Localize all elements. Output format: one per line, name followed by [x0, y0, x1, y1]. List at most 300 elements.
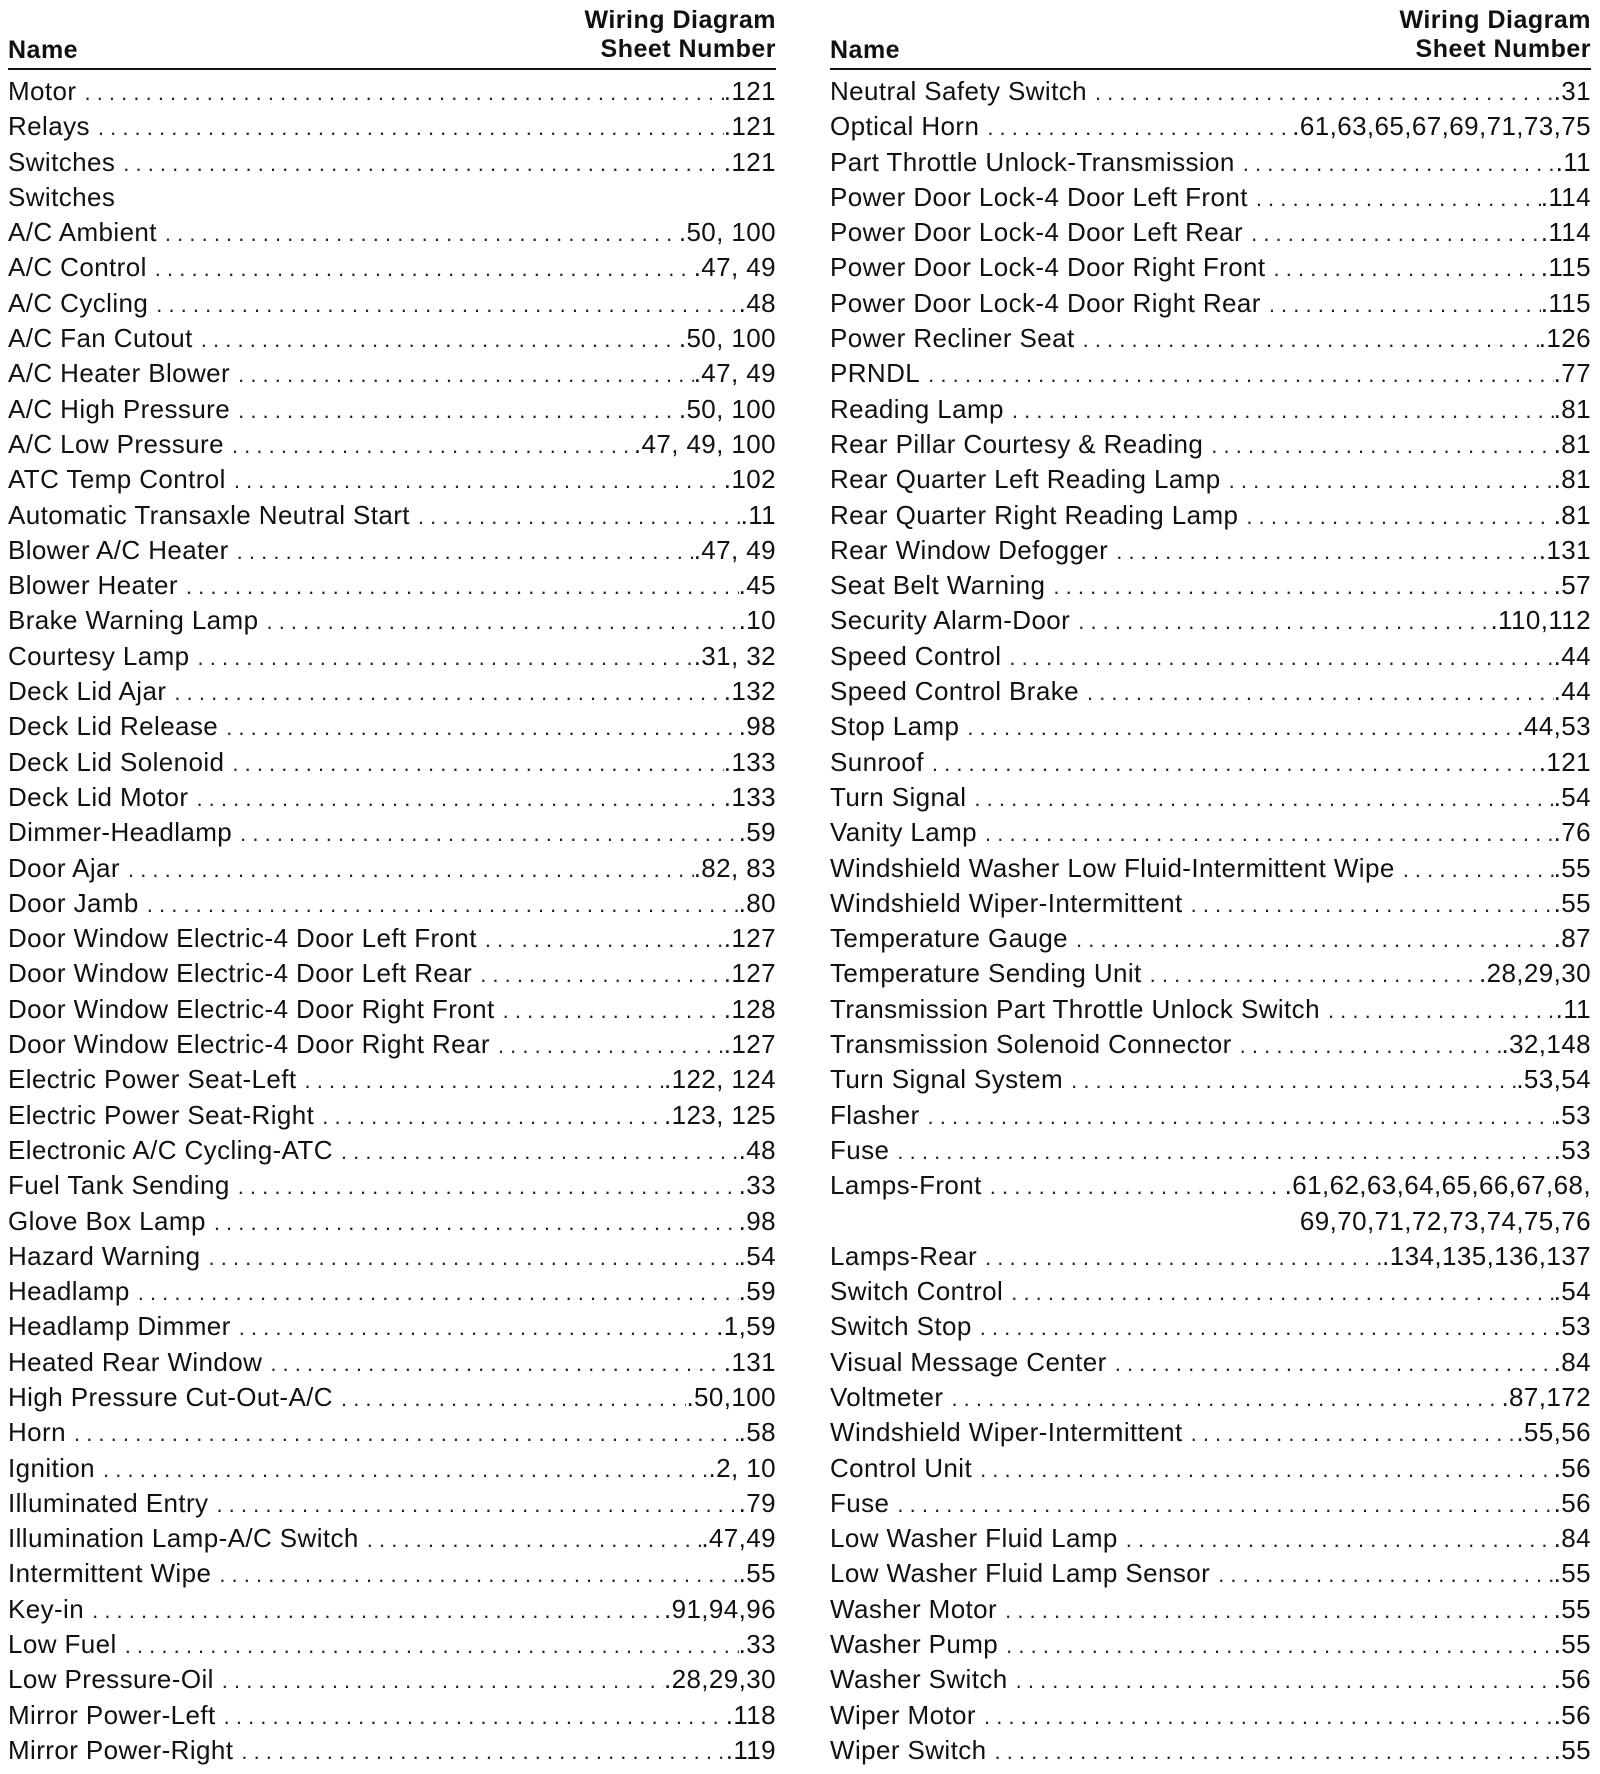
entry-name: Illumination Lamp-A/C Switch [8, 1523, 359, 1554]
dot-leader [198, 640, 694, 675]
entry-name: Low Washer Fluid Lamp Sensor [830, 1558, 1211, 1589]
index-entry [830, 1098, 1591, 1133]
entry-name: Rear Pillar Courtesy & Reading [830, 428, 1204, 459]
entry-name: Transmission Solenoid Connector [830, 1029, 1232, 1060]
index-entry [830, 498, 1591, 533]
entry-sheet-number: .87 [1553, 923, 1591, 954]
index-entry [830, 1698, 1591, 1733]
index-entry [830, 992, 1591, 1027]
index-entry [8, 1204, 776, 1239]
sheet-number-heading [1399, 6, 1591, 64]
entry-name: Electric Power Seat-Right [8, 1099, 315, 1130]
dot-leader [266, 604, 738, 639]
dot-leader [480, 957, 724, 992]
entry-name: Security Alarm-Door [830, 605, 1071, 636]
entry-name: Windshield Wiper-Intermittent [830, 1417, 1183, 1448]
entry-sheet-number: .81 [1553, 393, 1591, 424]
dot-leader [322, 1099, 664, 1134]
index-entry [830, 392, 1591, 427]
index-entry [830, 533, 1591, 568]
entry-name: Deck Lid Release [8, 711, 219, 742]
entry-name: Flasher [830, 1099, 920, 1130]
entry-name: Power Door Lock-4 Door Left Front [830, 181, 1248, 212]
index-entry [830, 1627, 1591, 1662]
index-entry [830, 639, 1591, 674]
index-entry [8, 1521, 776, 1556]
index-entry [8, 603, 776, 638]
dot-leader [1126, 1522, 1554, 1557]
index-entry [8, 1592, 776, 1627]
entry-name: Fuse [830, 1487, 890, 1518]
entry-sheet-number: .133 [723, 746, 776, 777]
entry-sheet-number: .53 [1553, 1311, 1591, 1342]
dot-leader [234, 463, 724, 498]
entry-sheet-number: .61,62,63,64,65,66,67,68, [1284, 1170, 1591, 1201]
entry-sheet-number: .50, 100 [678, 393, 776, 424]
dot-leader [367, 1522, 702, 1557]
entry-sheet-number: .59 [738, 1276, 776, 1307]
dot-leader [186, 569, 739, 604]
entry-name: A/C High Pressure [8, 393, 231, 424]
entry-sheet-number: .127 [723, 958, 776, 989]
name-heading: Name [8, 36, 79, 64]
index-entry [8, 1733, 776, 1768]
entry-sheet-number: .53 [1553, 1134, 1591, 1165]
dot-leader [240, 816, 739, 851]
dot-leader [98, 110, 724, 145]
index-entry [830, 286, 1591, 321]
dot-leader [1211, 428, 1553, 463]
index-entry [830, 1556, 1591, 1591]
entry-name: Fuel Tank Sending [8, 1170, 230, 1201]
entry-sheet-number: .50,100 [686, 1381, 776, 1412]
entry-sheet-number: .131 [723, 1346, 776, 1377]
entry-name: Washer Switch [830, 1664, 1008, 1695]
entry-name: Switches [8, 181, 116, 212]
index-entry [830, 250, 1591, 285]
entry-sheet-number: .48 [738, 1134, 776, 1165]
entry-sheet-number: .55 [1553, 1629, 1591, 1660]
entry-name: Washer Pump [830, 1629, 999, 1660]
index-entry [830, 1309, 1591, 1344]
entry-sheet-number: .31, 32 [693, 640, 776, 671]
entry-name: Wiper Switch [830, 1734, 987, 1765]
entry-sheet-number: .55 [738, 1558, 776, 1589]
dot-leader [196, 781, 723, 816]
dot-leader [232, 428, 634, 463]
dot-leader [1256, 181, 1541, 216]
dot-leader [209, 1240, 739, 1275]
index-entry [8, 1062, 776, 1097]
entry-name: Part Throttle Unlock-Transmission [830, 146, 1235, 177]
entry-name: Stop Lamp [830, 711, 960, 742]
index-entry [830, 74, 1591, 109]
entry-sheet-number: .110,112 [1490, 605, 1591, 636]
entry-sheet-number: .55 [1553, 887, 1591, 918]
dot-leader [138, 1275, 739, 1310]
dot-leader [216, 1487, 738, 1522]
entry-sheet-number: .118 [725, 1699, 776, 1730]
entry-sheet-number: .28,29,30 [1478, 958, 1591, 989]
entry-name: Low Washer Fluid Lamp [830, 1523, 1118, 1554]
entry-sheet-number: .121 [723, 111, 776, 142]
index-entry [830, 603, 1591, 638]
index-entry [830, 180, 1591, 215]
dot-leader [1016, 1663, 1554, 1698]
dot-leader [125, 1628, 739, 1663]
entry-name: Power Door Lock-4 Door Right Front [830, 252, 1266, 283]
entry-sheet-number: .114 [1540, 181, 1591, 212]
index-entry [830, 1345, 1591, 1380]
index-entry [8, 321, 776, 356]
index-entry [8, 356, 776, 391]
dot-leader [1240, 1028, 1502, 1063]
entry-sheet-number: .54 [1553, 781, 1591, 812]
entry-sheet-number: .2, 10 [708, 1452, 776, 1483]
entry-sheet-number: .126 [1538, 323, 1591, 354]
entry-sheet-number: .59 [738, 817, 776, 848]
entry-name: Power Door Lock-4 Door Left Rear [830, 217, 1244, 248]
dot-leader [987, 110, 1292, 145]
entry-sheet-number: .44 [1553, 676, 1591, 707]
dot-leader [1083, 322, 1539, 357]
entry-sheet-number: .28,29,30 [663, 1664, 776, 1695]
index-entry [830, 1027, 1591, 1062]
index-entry [8, 674, 776, 709]
dot-leader [1191, 1416, 1517, 1451]
dot-leader [985, 1240, 1382, 1275]
dot-leader [214, 1205, 739, 1240]
entry-sheet-number: .44 [1553, 640, 1591, 671]
index-entry [8, 780, 776, 815]
entry-name: Deck Lid Solenoid [8, 746, 225, 777]
dot-leader [928, 1099, 1554, 1134]
index-entry [830, 674, 1591, 709]
entry-sheet-number: .121 [723, 76, 776, 106]
entry-name: Horn [8, 1417, 66, 1448]
entry-name: Ignition [8, 1452, 96, 1483]
entry-name: Wiper Motor [830, 1699, 976, 1730]
entry-name: Door Window Electric-4 Door Right Front [8, 993, 495, 1024]
index-entry [8, 533, 776, 568]
dot-leader [498, 1028, 724, 1063]
index-entry [830, 745, 1591, 780]
entry-name: Sunroof [830, 746, 924, 777]
entry-sheet-number: .81 [1553, 499, 1591, 530]
dot-leader [128, 852, 694, 887]
index-entry [8, 109, 776, 144]
entry-sheet-number: .55 [1553, 1593, 1591, 1624]
left-entry-list [8, 70, 776, 1768]
dot-leader [974, 781, 1553, 816]
entry-name: Vanity Lamp [830, 817, 977, 848]
index-entry [8, 1168, 776, 1203]
dot-leader [1078, 604, 1490, 639]
entry-name: Temperature Sending Unit [830, 958, 1142, 989]
entry-name: Dimmer-Headlamp [8, 817, 233, 848]
dot-leader [984, 1699, 1554, 1734]
index-entry [8, 851, 776, 886]
entry-sheet-number: .47, 49 [693, 252, 776, 283]
entry-sheet-number: .133 [723, 781, 776, 812]
entry-sheet-number: .47, 49 [693, 534, 776, 565]
index-entry [8, 1133, 776, 1168]
index-entry [8, 145, 776, 180]
entry-name: Lamps-Rear [830, 1240, 978, 1271]
entry-name: Electronic A/C Cycling-ATC [8, 1134, 333, 1165]
entry-name: Windshield Washer Low Fluid-Intermittent Wipe [830, 852, 1395, 883]
left-column-header [8, 0, 776, 70]
entry-sheet-number: .102 [723, 464, 776, 495]
entry-name: Switch Stop [830, 1311, 972, 1342]
entry-name: Power Recliner Seat [830, 323, 1075, 354]
entry-name: Temperature Gauge [830, 923, 1069, 954]
entry-sheet-number: .119 [725, 1734, 776, 1765]
index-entry [8, 180, 776, 215]
index-entry [830, 709, 1591, 744]
dot-leader [156, 287, 738, 322]
index-entry [8, 1027, 776, 1062]
dot-leader [1087, 675, 1554, 710]
index-entry [8, 639, 776, 674]
dot-leader [1009, 640, 1553, 675]
dot-leader [155, 251, 694, 286]
dot-leader [1243, 146, 1556, 181]
dot-leader [1229, 463, 1554, 498]
left-column [8, 0, 776, 1768]
right-column-header [830, 0, 1591, 70]
entry-sheet-number: .11 [1555, 993, 1591, 1024]
entry-name: Door Window Electric-4 Door Left Front [8, 923, 477, 954]
entry-sheet-number: .50, 100 [678, 323, 776, 354]
index-entry [830, 1486, 1591, 1521]
dot-leader [967, 710, 1516, 745]
entry-name: Washer Motor [830, 1593, 998, 1624]
dot-leader [341, 1381, 686, 1416]
entry-name: A/C Control [8, 252, 147, 283]
dot-leader [74, 1416, 739, 1451]
entry-name: Relays [8, 111, 90, 142]
dot-leader [485, 922, 724, 957]
entry-name: A/C Ambient [8, 217, 157, 248]
dot-leader [897, 1134, 1553, 1169]
entry-name: Headlamp Dimmer [8, 1311, 231, 1342]
entry-name: Low Pressure-Oil [8, 1664, 214, 1695]
entry-name: ATC Temp Control [8, 464, 226, 495]
dot-leader [232, 746, 723, 781]
index-entry [830, 1733, 1591, 1768]
entry-sheet-number: .127 [723, 923, 776, 954]
entry-name: Deck Lid Motor [8, 781, 189, 812]
entry-sheet-number: .47, 49 [693, 358, 776, 389]
dot-leader [1191, 887, 1554, 922]
index-entry [830, 1451, 1591, 1486]
dot-leader [1076, 922, 1554, 957]
index-entry [8, 1556, 776, 1591]
index-entry [830, 321, 1591, 356]
entry-sheet-number: .31 [1553, 76, 1591, 106]
index-entry [8, 568, 776, 603]
entry-name: High Pressure Cut-Out-A/C [8, 1381, 333, 1412]
dot-leader [1246, 499, 1553, 534]
dot-leader [241, 1734, 725, 1769]
entry-sheet-number: .122, 124 [663, 1064, 776, 1095]
index-entry [8, 1415, 776, 1450]
dot-leader [237, 534, 694, 569]
sheet-heading-line2: Sheet Number [600, 35, 776, 63]
dot-leader [174, 675, 723, 710]
dot-leader [239, 1310, 716, 1345]
entry-sheet-number: .11 [740, 499, 776, 530]
index-entry [8, 250, 776, 285]
entry-name: Power Door Lock-4 Door Right Rear [830, 287, 1261, 318]
index-entry [830, 956, 1591, 991]
entry-sheet-number: .91,94,96 [663, 1593, 776, 1624]
index-entry [8, 1627, 776, 1662]
dot-leader [1115, 1346, 1554, 1381]
dot-leader [1328, 993, 1556, 1028]
entry-name: Electric Power Seat-Left [8, 1064, 297, 1095]
index-entry [830, 1062, 1591, 1097]
dot-leader [219, 1557, 738, 1592]
entry-sheet-number: .61,63,65,67,69,71,73,75 [1292, 111, 1591, 142]
entry-sheet-number: .84 [1553, 1523, 1591, 1554]
index-entry [8, 992, 776, 1027]
entry-name: Deck Lid Ajar [8, 676, 167, 707]
entry-sheet-number: .33 [738, 1629, 776, 1660]
entry-sheet-number: .127 [723, 1029, 776, 1060]
index-entry [830, 1415, 1591, 1450]
entry-sheet-number: .98 [738, 1205, 776, 1236]
entry-sheet-number: .121 [723, 146, 776, 177]
entry-sheet-number: .81 [1553, 464, 1591, 495]
dot-leader [1053, 569, 1553, 604]
entry-sheet-number: .80 [738, 887, 776, 918]
dot-leader [1251, 216, 1541, 251]
entry-sheet-number: .11 [1555, 146, 1591, 177]
entry-sheet-number: .84 [1553, 1346, 1591, 1377]
index-entry [8, 1662, 776, 1697]
entry-name: Rear Window Defogger [830, 534, 1109, 565]
entry-sheet-number: .55 [1553, 1558, 1591, 1589]
entry-name: Seat Belt Warning [830, 570, 1046, 601]
entry-name: Key-in [8, 1593, 85, 1624]
entry-name: Blower A/C Heater [8, 534, 229, 565]
entry-sheet-number: .55,56 [1516, 1417, 1591, 1448]
entry-sheet-number: .53,54 [1516, 1064, 1591, 1095]
index-entry [830, 1204, 1591, 1239]
name-heading: Name [830, 36, 901, 64]
entry-name: Rear Quarter Right Reading Lamp [830, 499, 1239, 530]
entry-name: PRNDL [830, 358, 921, 389]
entry-name: Fuse [830, 1134, 890, 1165]
right-entry-list [830, 70, 1591, 1768]
entry-sheet-number: .134,135,136,137 [1382, 1240, 1591, 1271]
sheet-heading-line1: Wiring Diagram [1399, 6, 1591, 34]
dot-leader [226, 710, 738, 745]
entry-sheet-number: .55 [1553, 852, 1591, 883]
entry-name: Blower Heater [8, 570, 178, 601]
entry-sheet-number: .10 [738, 605, 776, 636]
entry-sheet-number: .32,148 [1501, 1029, 1591, 1060]
index-entry [830, 1168, 1591, 1203]
index-entry [830, 1662, 1591, 1697]
entry-name: Rear Quarter Left Reading Lamp [830, 464, 1221, 495]
dot-leader [1071, 1063, 1516, 1098]
entry-sheet-number: .131 [1538, 534, 1591, 565]
entry-sheet-number: .53 [1553, 1099, 1591, 1130]
entry-sheet-number: .47,49 [701, 1523, 776, 1554]
entry-sheet-number: .121 [1538, 746, 1591, 777]
index-entry [830, 780, 1591, 815]
entry-sheet-number: 69,70,71,72,73,74,75,76 [1299, 1205, 1591, 1236]
index-entry [8, 815, 776, 850]
dot-leader [1150, 957, 1479, 992]
index-entry [830, 886, 1591, 921]
entry-name: Door Window Electric-4 Door Left Rear [8, 958, 473, 989]
index-entry [8, 1239, 776, 1274]
index-entry [8, 392, 776, 427]
dot-leader [1274, 251, 1541, 286]
index-entry [8, 1698, 776, 1733]
sheet-heading-line2: Sheet Number [1415, 35, 1591, 63]
dot-leader [305, 1063, 664, 1098]
entry-name: Motor [8, 76, 77, 106]
entry-name: Hazard Warning [8, 1240, 201, 1271]
entry-name: Illuminated Entry [8, 1487, 209, 1518]
entry-name: Turn Signal System [830, 1064, 1064, 1095]
dot-leader [147, 887, 739, 922]
entry-sheet-number: .123, 125 [663, 1099, 776, 1130]
index-entry [830, 215, 1591, 250]
index-entry [8, 1345, 776, 1380]
sheet-heading-line1: Wiring Diagram [584, 6, 776, 34]
index-entry [8, 1274, 776, 1309]
entry-name: Door Jamb [8, 887, 139, 918]
entry-name: Reading Lamp [830, 393, 1004, 424]
entry-name: Courtesy Lamp [8, 640, 190, 671]
entry-sheet-number: .115 [1540, 287, 1591, 318]
dot-leader [1218, 1557, 1553, 1592]
dot-leader [1005, 1593, 1554, 1628]
entry-sheet-number: .33 [738, 1170, 776, 1201]
entry-sheet-number: .56 [1553, 1487, 1591, 1518]
entry-sheet-number: .48 [738, 287, 776, 318]
index-entry [830, 1592, 1591, 1627]
dot-leader [224, 1699, 726, 1734]
entry-name: Optical Horn [830, 111, 980, 142]
dot-leader [897, 1487, 1553, 1522]
dot-leader [1403, 852, 1554, 887]
index-entry [8, 215, 776, 250]
index-entry [830, 1239, 1591, 1274]
index-entry [8, 1486, 776, 1521]
entry-name: A/C Fan Cutout [8, 323, 193, 354]
index-entry [830, 921, 1591, 956]
index-entry [8, 886, 776, 921]
entry-name: Speed Control [830, 640, 1002, 671]
entry-sheet-number: .56 [1553, 1664, 1591, 1695]
dot-leader [980, 1452, 1554, 1487]
entry-name: Neutral Safety Switch [830, 76, 1087, 106]
dot-leader [123, 146, 724, 181]
dot-leader [238, 393, 679, 428]
index-entry [830, 568, 1591, 603]
entry-name: Low Fuel [8, 1629, 117, 1660]
entry-name: Switches [8, 146, 116, 177]
dot-leader [1006, 1628, 1553, 1663]
entry-sheet-number: .79 [738, 1487, 776, 1518]
